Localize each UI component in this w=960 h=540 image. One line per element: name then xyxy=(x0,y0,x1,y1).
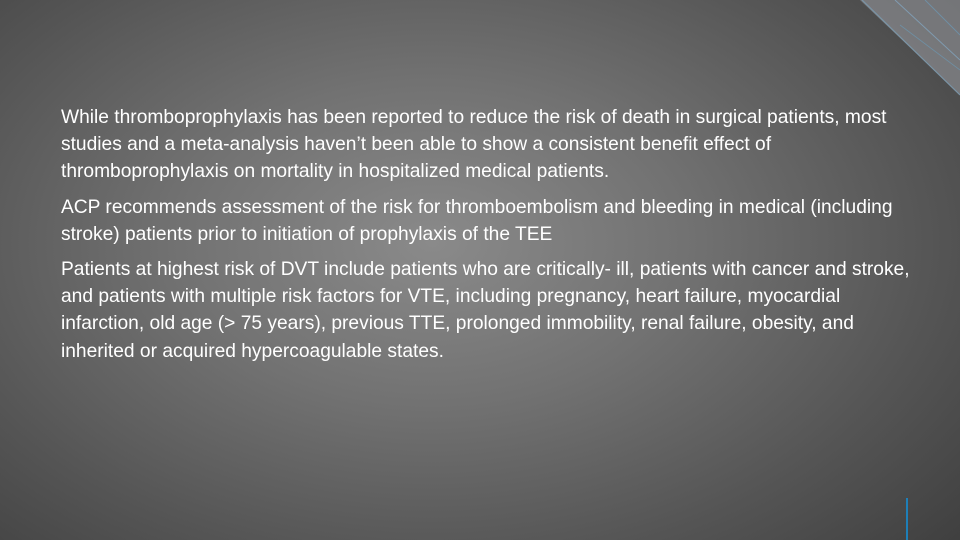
corner-line-2 xyxy=(895,0,960,60)
paragraph-acp-recommendation: ACP recommends assessment of the risk for thromboembolism and bleeding in medical (including stroke) patients prior to initiation of prophylaxis of the TEE xyxy=(61,196,893,245)
corner-line-4 xyxy=(900,25,960,70)
accent-vertical-line xyxy=(906,498,908,540)
corner-line-1 xyxy=(862,0,960,95)
slide-body xyxy=(61,104,921,373)
corner-shape-light xyxy=(860,0,960,95)
corner-line-3 xyxy=(925,0,960,35)
paragraph-highest-risk: Patients at highest risk of DVT include patients who are critically- ill, patients with cancer and stroke, and patients with multiple risk factors for VTE, including pregnancy, heart failure, myocardial infarction, old age (> 75 years), previous TTE, prolonged immobility, renal failure, obesity, and inherited or acquired hypercoagulable states. xyxy=(61,259,910,362)
paragraph-mortality: While thromboprophylaxis has been reported to reduce the risk of death in surgical patients, most studies and a meta-analysis haven’t been able to show a consistent benefit effect of thromboprophylaxis on mortality in hospitalized medical patients. xyxy=(61,107,887,183)
